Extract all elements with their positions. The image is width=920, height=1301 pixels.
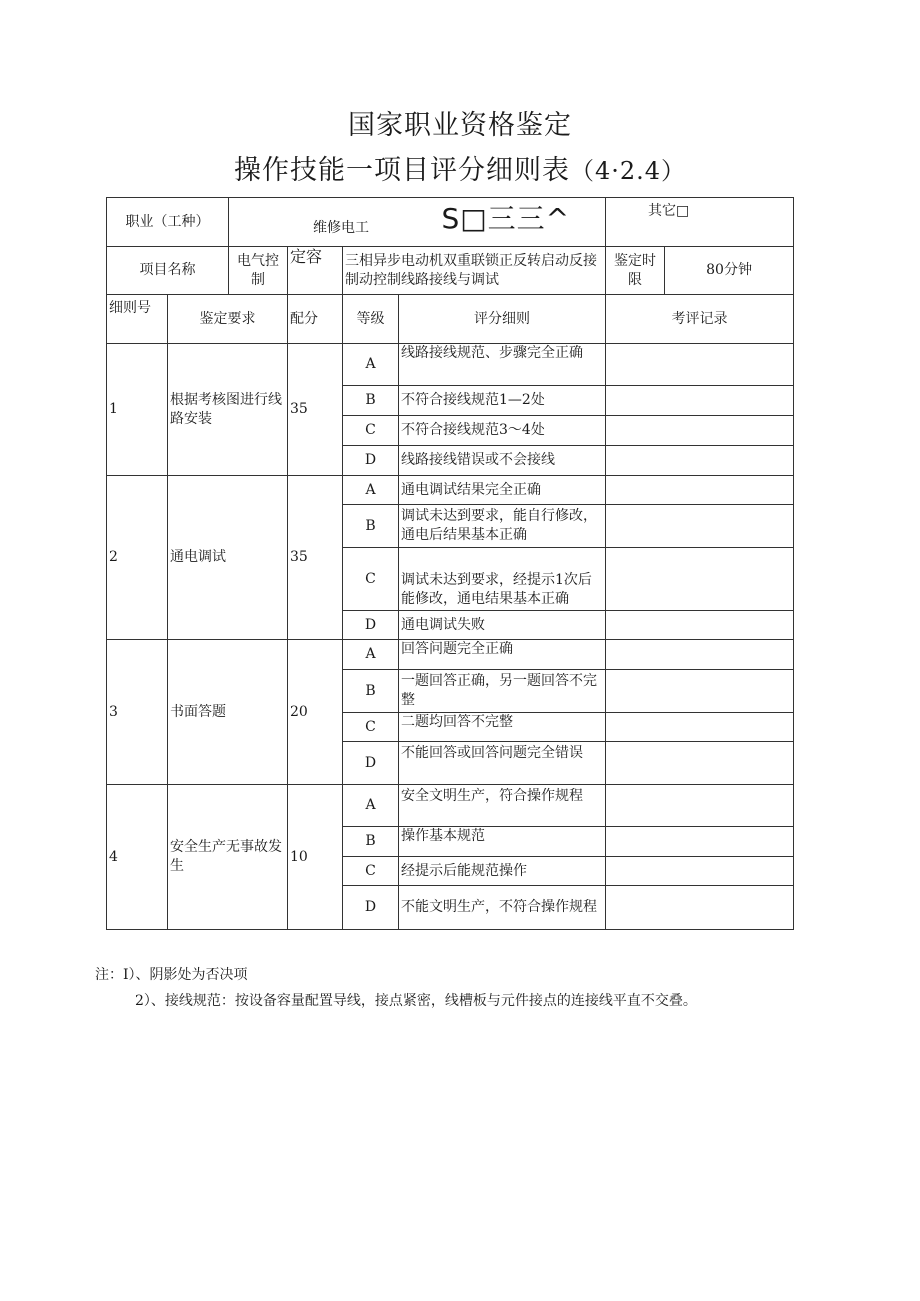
occupation-cell <box>229 198 606 247</box>
criteria-cell: 不能文明生产，不符合操作规程 <box>399 886 606 930</box>
grade-cell: B <box>343 670 399 713</box>
record-cell <box>606 446 794 476</box>
record-cell <box>606 785 794 827</box>
grade-cell: D <box>343 886 399 930</box>
col-grade: 等级 <box>343 295 399 344</box>
item-requirement: 安全生产无事故发生 <box>168 785 288 930</box>
col-record: 考评记录 <box>606 295 794 344</box>
record-cell <box>606 476 794 505</box>
criteria-cell: 一题回答正确，另一题回答不完整 <box>399 670 606 713</box>
criteria-cell: 经提示后能规范操作 <box>399 857 606 886</box>
item-requirement: 书面答题 <box>168 640 288 785</box>
note-1: 注：I）、阴影处为否决项 <box>95 967 248 983</box>
grade-cell: B <box>343 386 399 416</box>
criteria-cell: 线路接线规范、步骤完全正确 <box>399 344 606 386</box>
fixed-label: 定容 <box>288 247 343 295</box>
record-cell <box>606 886 794 930</box>
page-subtitle <box>0 148 920 187</box>
item-score: 20 <box>288 640 343 785</box>
project-value: 三相异步电动机双重联锁正反转启动反接制动控制线路接线与调试 <box>343 247 606 295</box>
criteria-cell: 操作基本规范 <box>399 827 606 857</box>
table-row <box>107 640 794 670</box>
criteria-cell: 调试未达到要求，能自行修改，通电后结果基本正确 <box>399 505 606 548</box>
record-cell <box>606 640 794 670</box>
grade-cell: C <box>343 548 399 611</box>
record-cell <box>606 670 794 713</box>
record-cell <box>606 611 794 640</box>
time-label: 鉴定时限 <box>606 247 665 295</box>
note-2: 2）、接线规范：按设备容量配置导线，接点紧密，线槽板与元件接点的连接线平直不交叠。 <box>135 993 697 1009</box>
col-item-no: 细则号 <box>107 295 168 344</box>
item-score: 35 <box>288 344 343 476</box>
project-row <box>107 247 794 295</box>
grade-cell: B <box>343 505 399 548</box>
item-score: 35 <box>288 476 343 640</box>
col-requirement: 鉴定要求 <box>168 295 288 344</box>
notes <box>95 962 697 1014</box>
occupation-value: 维修电工 <box>313 219 369 236</box>
item-score: 10 <box>288 785 343 930</box>
grade-cell: D <box>343 611 399 640</box>
record-cell <box>606 548 794 611</box>
criteria-cell: 不符合接线规范3～4处 <box>399 416 606 446</box>
grade-cell: D <box>343 742 399 785</box>
category-value: 电气控制 <box>229 247 288 295</box>
record-cell <box>606 505 794 548</box>
item-no: 1 <box>107 344 168 476</box>
grade-cell: A <box>343 640 399 670</box>
record-cell <box>606 386 794 416</box>
subtitle-code: （4·2.4） <box>569 157 687 185</box>
criteria-cell: 不能回答或回答问题完全错误 <box>399 742 606 785</box>
other-label: 其它□ <box>606 198 794 247</box>
criteria-cell: 通电调试结果完全正确 <box>399 476 606 505</box>
table-row <box>107 476 794 505</box>
garbled-mark: S□三三^ <box>441 201 571 235</box>
item-no: 2 <box>107 476 168 640</box>
occupation-label: 职业（工种） <box>107 198 229 247</box>
criteria-cell: 不符合接线规范1—2处 <box>399 386 606 416</box>
item-no: 3 <box>107 640 168 785</box>
project-label: 项目名称 <box>107 247 229 295</box>
criteria-cell: 回答问题完全正确 <box>399 640 606 670</box>
criteria-cell: 线路接线错误或不会接线 <box>399 446 606 476</box>
item-requirement: 根据考核图进行线路安装 <box>168 344 288 476</box>
table-row <box>107 344 794 386</box>
column-header-row <box>107 295 794 344</box>
item-no: 4 <box>107 785 168 930</box>
record-cell <box>606 416 794 446</box>
grade-cell: D <box>343 446 399 476</box>
criteria-cell: 通电调试失败 <box>399 611 606 640</box>
record-cell <box>606 857 794 886</box>
criteria-cell: 二题均回答不完整 <box>399 713 606 742</box>
time-value: 80分钟 <box>665 247 794 295</box>
grade-cell: C <box>343 857 399 886</box>
record-cell <box>606 827 794 857</box>
record-cell <box>606 344 794 386</box>
grade-cell: A <box>343 476 399 505</box>
criteria-cell: 调试未达到要求，经提示1次后能修改，通电结果基本正确 <box>399 548 606 611</box>
col-score: 配分 <box>288 295 343 344</box>
grade-cell: C <box>343 416 399 446</box>
record-cell <box>606 713 794 742</box>
occupation-row <box>107 198 794 247</box>
col-criteria: 评分细则 <box>399 295 606 344</box>
item-requirement: 通电调试 <box>168 476 288 640</box>
subtitle-text: 操作技能一项目评分细则表 <box>233 155 570 186</box>
scoring-table <box>106 197 794 930</box>
grade-cell: B <box>343 827 399 857</box>
grade-cell: C <box>343 713 399 742</box>
grade-cell: A <box>343 344 399 386</box>
record-cell <box>606 742 794 785</box>
page-title: 国家职业资格鉴定 <box>348 110 572 141</box>
grade-cell: A <box>343 785 399 827</box>
table-row <box>107 785 794 827</box>
criteria-cell: 安全文明生产，符合操作规程 <box>399 785 606 827</box>
